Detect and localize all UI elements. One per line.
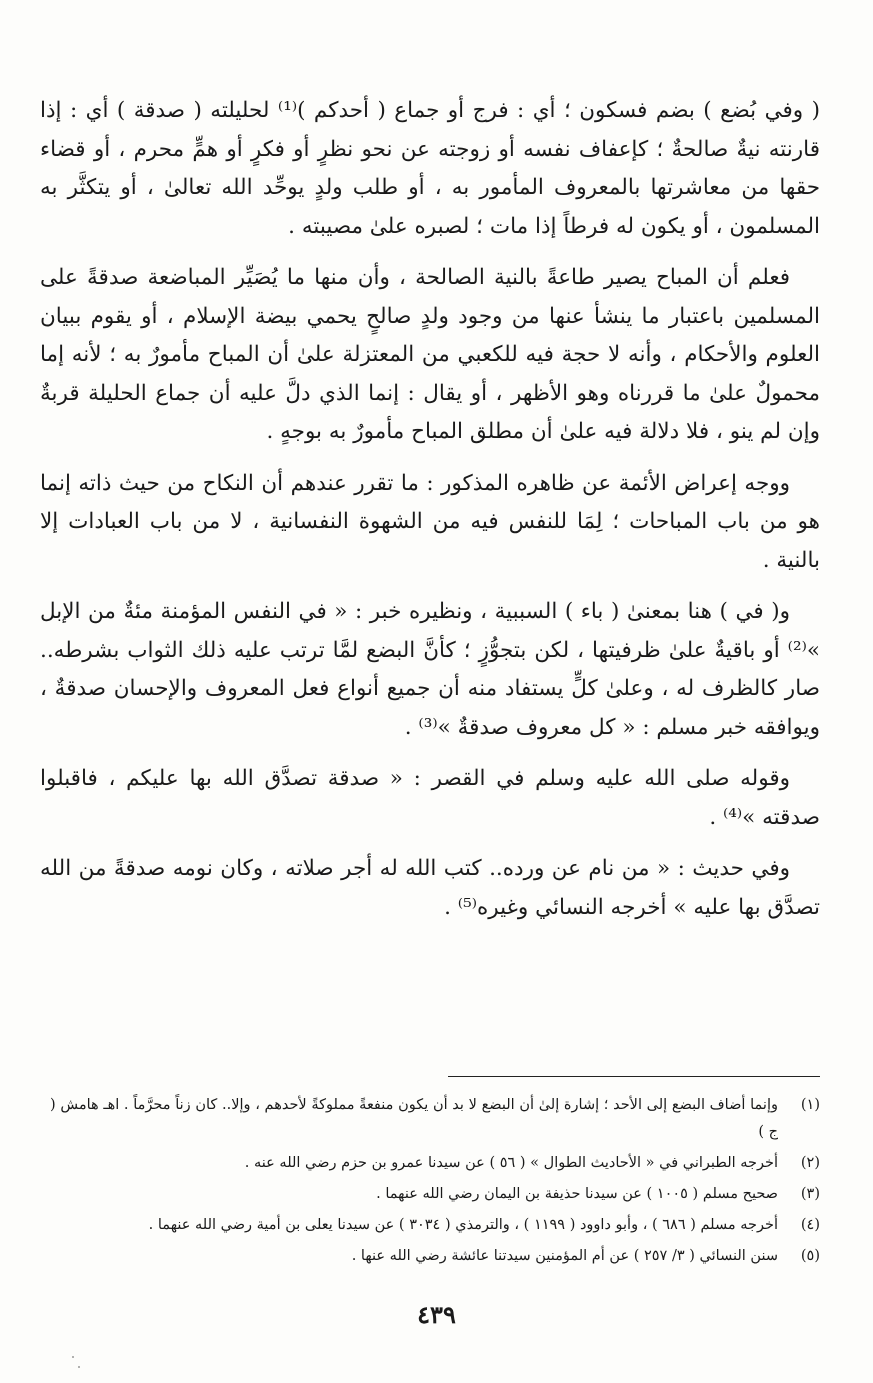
scan-speck	[78, 1366, 80, 1368]
scan-speck	[72, 1356, 74, 1358]
footnote-text: وإنما أضاف البضع إلى الأحد ؛ إشارة إلىٰ أن البضع لا بد أن يكون منفعةً مملوكةً لأحدهم ، وإلا.. كان زناً محرَّماً . اهـ هامش ( ج )	[50, 1097, 778, 1140]
footnote-text: صحيح مسلم ( ١٠٠٥ ) عن سيدنا حذيفة بن اليمان رضي الله عنهما .	[376, 1186, 778, 1202]
footnote-text: أخرجه الطبراني في « الأحاديث الطوال » ( ٥٦ ) عن سيدنا عمرو بن حزم رضي الله عنه .	[244, 1155, 778, 1171]
paragraph-5: وقوله صلى الله عليه وسلم في القصر : « صدقة تصدَّق الله بها عليكم ، فاقبلوا صدقته »⁽⁴⁾ .	[40, 766, 820, 830]
paragraph-1: ( وفي بُضع ) بضم فسكون ؛ أي : فرج أو جماع ( أحدكم )⁽¹⁾ لحليلته ( صدقة ) أي : إذا قارنته نيةٌ صالحةٌ ؛ كإعفاف نفسه أو زوجته عن نحو نظرٍ أو فكرٍ أو همٍّ محرم ، أو قضاء حقها من معاشرتها بالمعروف المأمور به ، أو طلب ولدٍ يوحِّد الله تعالىٰ ، أو يتكثَّر به المسلمون ، أو يكون له فرطاً إذا مات ؛ لصبره علىٰ مصيبته .	[40, 98, 820, 239]
page-number: ٤٣٩	[417, 1300, 456, 1329]
footnote-divider	[448, 1076, 820, 1077]
footnote-text: أخرجه مسلم ( ٦٨٦ ) ، وأبو داوود ( ١١٩٩ ) ، والترمذي ( ٣٠٣٤ ) عن سيدنا يعلى بن أمية رضي الله عنهما .	[148, 1217, 778, 1233]
footnote-number: (٣)	[800, 1186, 820, 1202]
paragraph-6: وفي حديث : « من نام عن ورده.. كتب الله له أجر صلاته ، وكان نومه صدقةً من الله تصدَّق بها عليه » أخرجه النسائي وغيره⁽⁵⁾ .	[40, 856, 820, 920]
main-text	[40, 92, 820, 940]
footnote-1	[50, 1092, 820, 1146]
footnote-4	[50, 1212, 820, 1239]
footnote-text: سنن النسائي ( ٣/ ٢٥٧ ) عن أم المؤمنين سيدتنا عائشة رضي الله عنها .	[351, 1248, 778, 1264]
footnote-3	[50, 1181, 820, 1208]
paragraph-3: ووجه إعراض الأئمة عن ظاهره المذكور : ما تقرر عندهم أن النكاح من حيث ذاته إنما هو من باب المباحات ؛ لِمَا للنفس فيه من الشهوة النفسانية ، لا من باب العبادات إلا بالنية .	[40, 470, 820, 573]
footnotes	[50, 1092, 820, 1274]
footnote-number: (٢)	[800, 1155, 820, 1171]
footnote-2	[50, 1150, 820, 1177]
footnote-5	[50, 1243, 820, 1270]
paragraph-4: و( في ) هنا بمعنىٰ ( باء ) السببية ، ونظيره خبر : « في النفس المؤمنة مئةٌ من الإبل »⁽²⁾ أو باقيةٌ علىٰ ظرفيتها ، لكن بتجوُّزٍ ؛ كأنَّ البضع لمَّا ترتب عليه ذلك الثواب بشرطه.. صار كالظرف له ، وعلىٰ كلٍّ يستفاد منه أن جميع أنواع فعل المعروف والإحسان صدقةٌ ، ويوافقه خبر مسلم : « كل معروف صدقةٌ »⁽³⁾ .	[40, 599, 820, 740]
paragraph-2: فعلم أن المباح يصير طاعةً بالنية الصالحة ، وأن منها ما يُصَيِّر المباضعة صدقةً على المسلمين باعتبار ما ينشأ عنها من وجود ولدٍ صالحٍ يحمي بيضة الإسلام ، أو يقوم ببيان العلوم والأحكام ، وأنه لا حجة فيه للكعبي من المعتزلة علىٰ أن المباح مأمورٌ به ؛ لأنه إما محمولٌ علىٰ ما قررناه وهو الأظهر ، أو يقال : إنما الذي دلَّ عليه أن جماع الحليلة قربةٌ وإن لم ينو ، فلا دلالة فيه علىٰ أن مطلق المباح مأمورٌ به بوجهٍ .	[40, 265, 820, 444]
footnote-number: (٥)	[800, 1248, 820, 1264]
footnote-number: (٤)	[800, 1217, 820, 1233]
footnote-number: (١)	[800, 1097, 820, 1113]
